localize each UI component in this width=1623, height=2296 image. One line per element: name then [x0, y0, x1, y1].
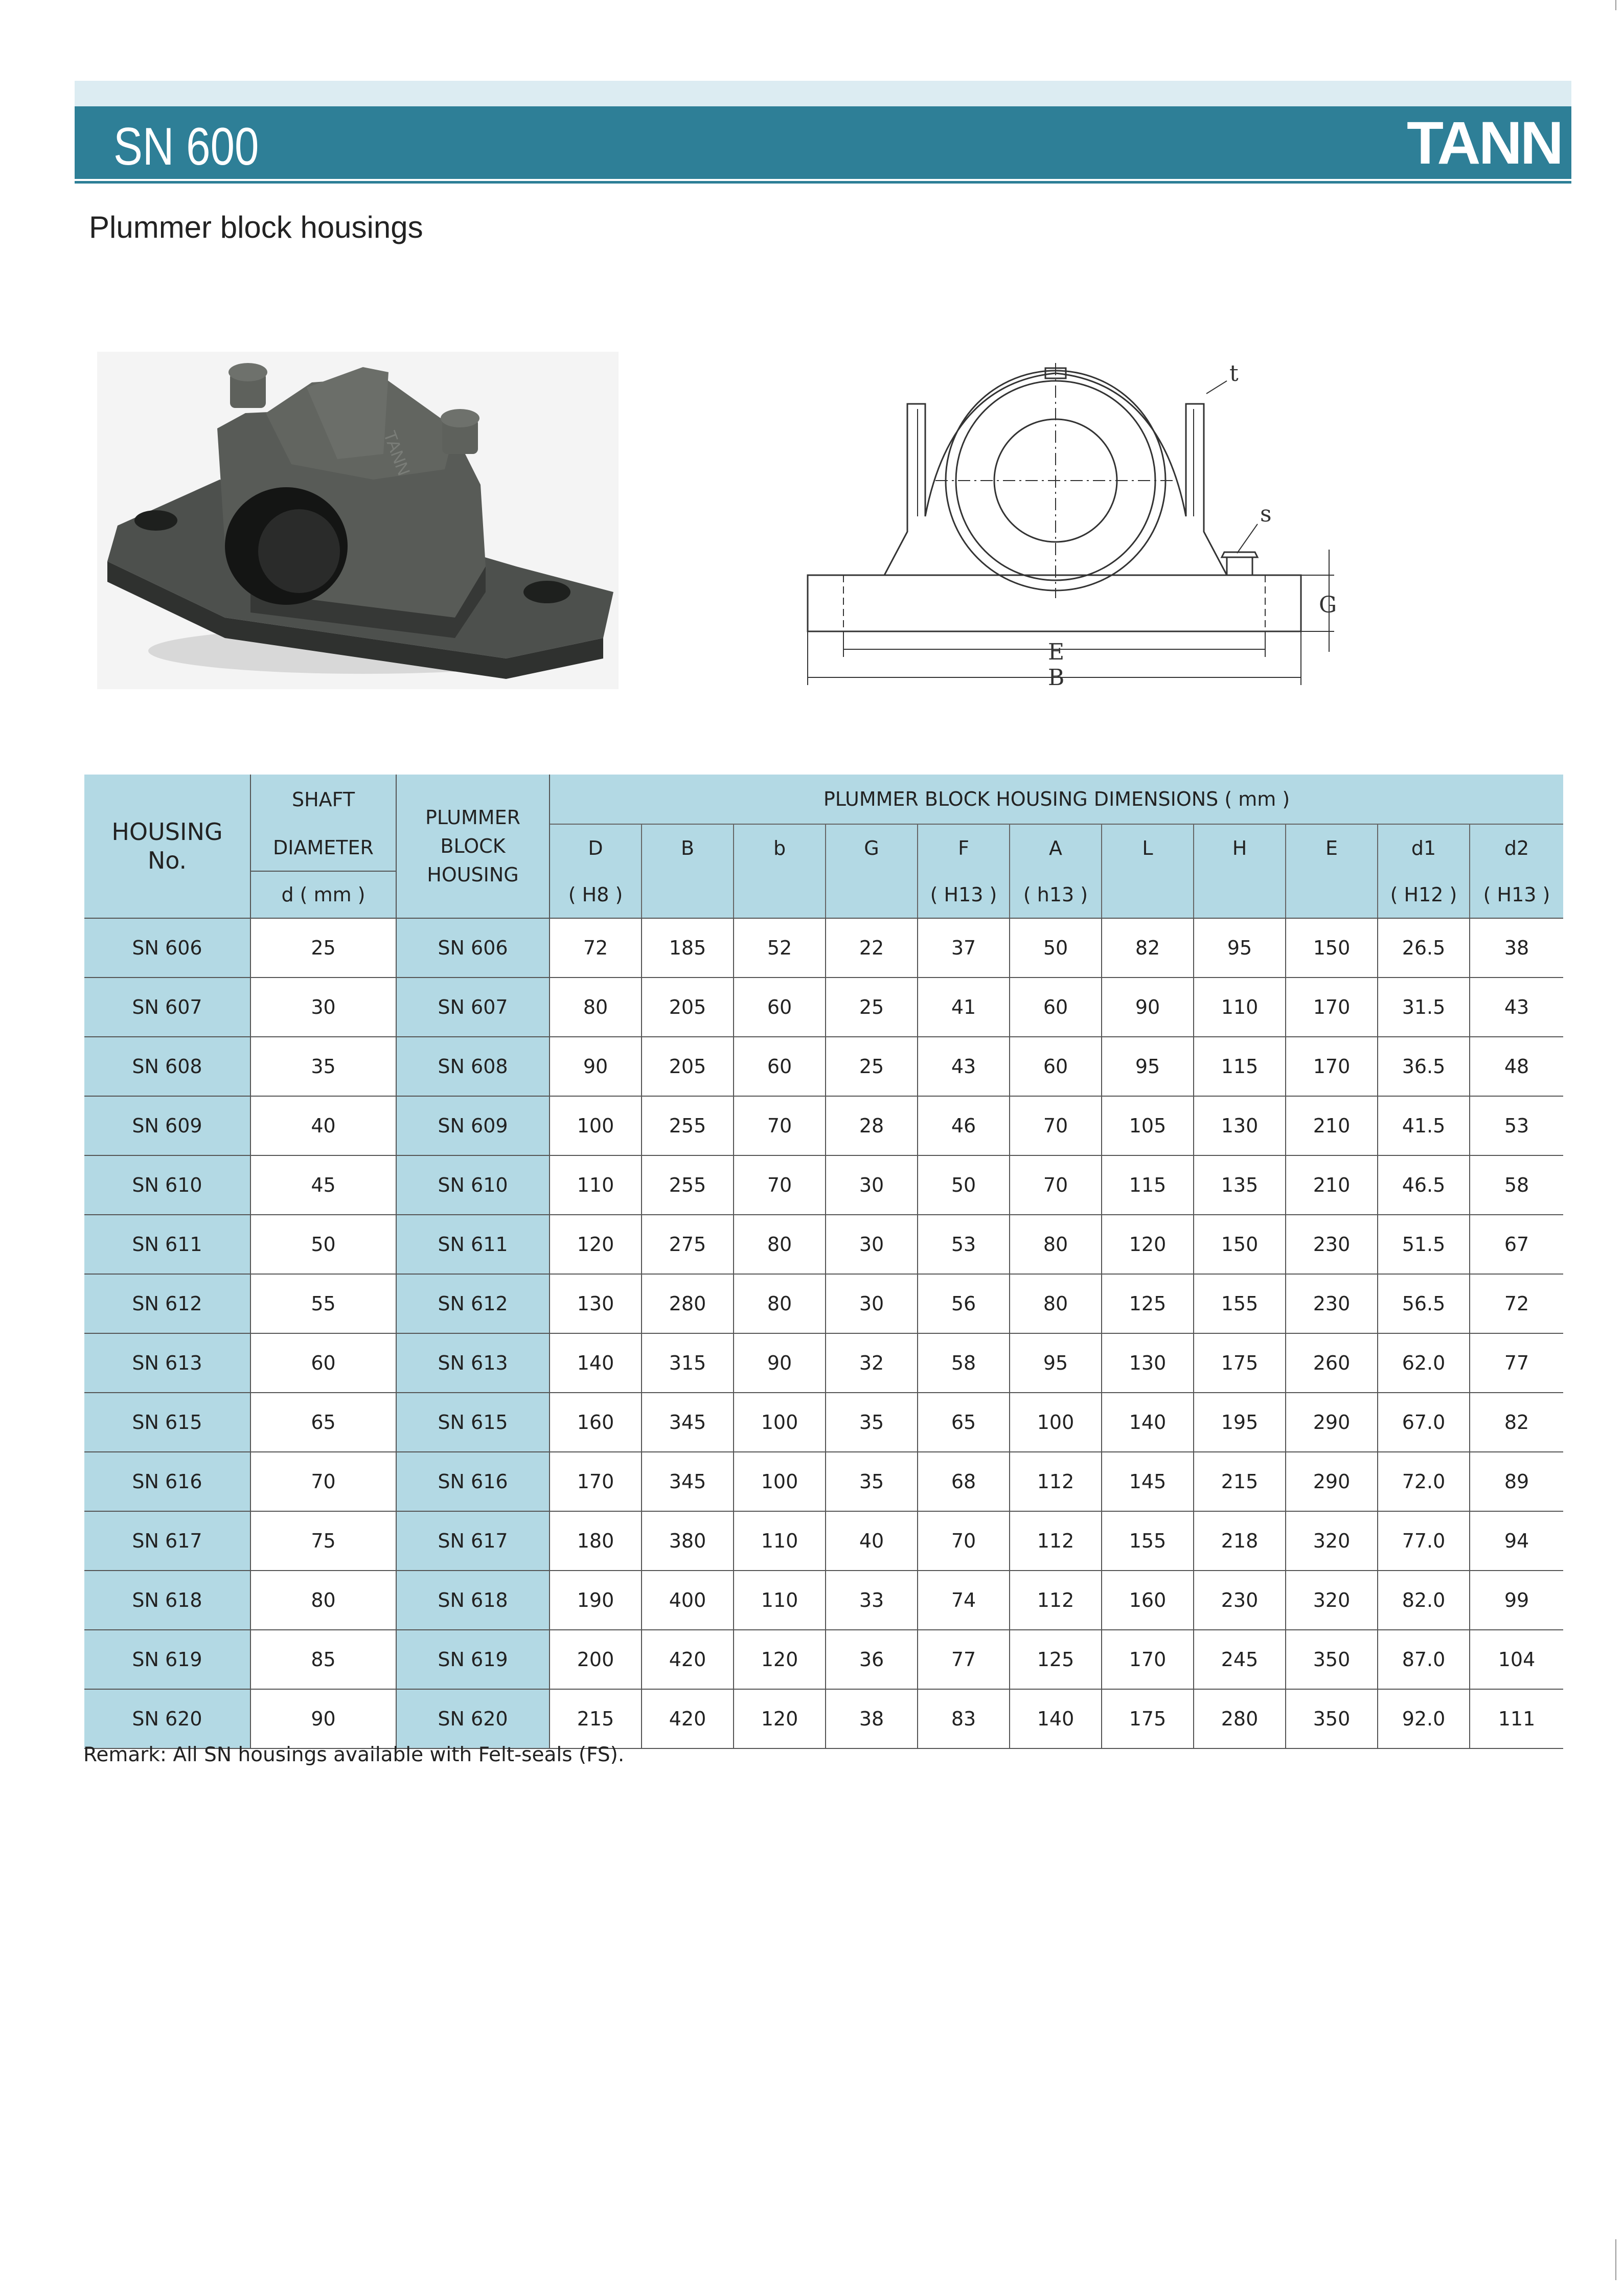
- cell-dimension-D: 140: [550, 1333, 642, 1393]
- cell-dimension-B: 315: [642, 1333, 734, 1393]
- header-housing-no: HOUSING No.: [84, 775, 250, 918]
- cell-housing-no: SN 609: [84, 1096, 250, 1155]
- cell-dimension-E: 230: [1286, 1274, 1378, 1333]
- cell-dimension-B: 420: [642, 1689, 734, 1748]
- cell-dimension-b: 120: [734, 1630, 826, 1689]
- cell-dimension-d1: 46.5: [1378, 1155, 1470, 1215]
- header-tol-E: [1286, 871, 1378, 918]
- table-row: [84, 1155, 1563, 1215]
- cell-plummer-housing: SN 611: [396, 1215, 550, 1274]
- cell-dimension-H: 115: [1194, 1037, 1286, 1096]
- cell-dimension-A: 100: [1010, 1393, 1102, 1452]
- cell-shaft-diameter: 85: [250, 1630, 396, 1689]
- cell-shaft-diameter: 30: [250, 977, 396, 1037]
- header-col-d1: d1: [1378, 824, 1470, 871]
- header-top-band: [75, 81, 1571, 106]
- cell-dimension-A: 95: [1010, 1333, 1102, 1393]
- cell-dimension-G: 35: [826, 1452, 918, 1511]
- cell-shaft-diameter: 90: [250, 1689, 396, 1748]
- cell-dimension-A: 125: [1010, 1630, 1102, 1689]
- cell-dimension-H: 130: [1194, 1096, 1286, 1155]
- cell-dimension-G: 28: [826, 1096, 918, 1155]
- cell-dimension-A: 80: [1010, 1215, 1102, 1274]
- technical-drawing: [797, 353, 1344, 690]
- cell-dimension-b: 60: [734, 1037, 826, 1096]
- table-row: [84, 977, 1563, 1037]
- svg-text:B: B: [1048, 665, 1065, 690]
- table-row: [84, 1096, 1563, 1155]
- cell-plummer-housing: SN 609: [396, 1096, 550, 1155]
- cell-housing-no: SN 616: [84, 1452, 250, 1511]
- cell-dimension-G: 25: [826, 1037, 918, 1096]
- table-row: [84, 1333, 1563, 1393]
- cell-dimension-G: 30: [826, 1155, 918, 1215]
- cell-dimension-F: 53: [918, 1215, 1010, 1274]
- cell-shaft-diameter: 60: [250, 1333, 396, 1393]
- cell-dimension-H: 155: [1194, 1274, 1286, 1333]
- cell-housing-no: SN 618: [84, 1571, 250, 1630]
- cell-dimension-E: 170: [1286, 1037, 1378, 1096]
- cell-dimension-F: 56: [918, 1274, 1010, 1333]
- header-tol-L: [1102, 871, 1194, 918]
- cell-dimension-d1: 36.5: [1378, 1037, 1470, 1096]
- cell-dimension-d2: 111: [1470, 1689, 1563, 1748]
- cell-housing-no: SN 611: [84, 1215, 250, 1274]
- cell-dimension-d1: 31.5: [1378, 977, 1470, 1037]
- cell-dimension-A: 60: [1010, 1037, 1102, 1096]
- table-row: [84, 1215, 1563, 1274]
- cell-dimension-d2: 82: [1470, 1393, 1563, 1452]
- cell-dimension-D: 80: [550, 977, 642, 1037]
- cell-dimension-b: 90: [734, 1333, 826, 1393]
- cell-dimension-H: 110: [1194, 977, 1286, 1037]
- cell-dimension-L: 105: [1102, 1096, 1194, 1155]
- cell-plummer-housing: SN 613: [396, 1333, 550, 1393]
- table-row: [84, 1630, 1563, 1689]
- cell-dimension-G: 32: [826, 1333, 918, 1393]
- cell-dimension-d1: 56.5: [1378, 1274, 1470, 1333]
- cell-dimension-d2: 43: [1470, 977, 1563, 1037]
- cell-dimension-E: 150: [1286, 918, 1378, 977]
- cell-housing-no: SN 607: [84, 977, 250, 1037]
- cell-dimension-L: 82: [1102, 918, 1194, 977]
- cell-dimension-D: 90: [550, 1037, 642, 1096]
- cell-dimension-F: 50: [918, 1155, 1010, 1215]
- header-tol-A: ( h13 ): [1010, 871, 1102, 918]
- cell-dimension-b: 52: [734, 918, 826, 977]
- cell-plummer-housing: SN 610: [396, 1155, 550, 1215]
- cell-dimension-b: 80: [734, 1274, 826, 1333]
- cell-housing-no: SN 615: [84, 1393, 250, 1452]
- cell-housing-no: SN 613: [84, 1333, 250, 1393]
- table-row: [84, 1274, 1563, 1333]
- header-col-F: F: [918, 824, 1010, 871]
- cell-dimension-G: 22: [826, 918, 918, 977]
- cell-dimension-H: 195: [1194, 1393, 1286, 1452]
- header-plummer-block-housing: PLUMMER BLOCK HOUSING: [396, 775, 550, 918]
- cell-dimension-F: 37: [918, 918, 1010, 977]
- cell-dimension-A: 112: [1010, 1452, 1102, 1511]
- header-col-H: H: [1194, 824, 1286, 871]
- header-diameter: DIAMETER: [250, 824, 396, 871]
- cell-dimension-B: 420: [642, 1630, 734, 1689]
- cell-dimension-d2: 77: [1470, 1333, 1563, 1393]
- cell-dimension-A: 80: [1010, 1274, 1102, 1333]
- cell-dimension-H: 175: [1194, 1333, 1286, 1393]
- cell-dimension-H: 280: [1194, 1689, 1286, 1748]
- header-col-B: B: [642, 824, 734, 871]
- cell-shaft-diameter: 45: [250, 1155, 396, 1215]
- header-tol-d2: ( H13 ): [1470, 871, 1563, 918]
- header-col-L: L: [1102, 824, 1194, 871]
- cell-dimension-G: 36: [826, 1630, 918, 1689]
- cell-dimension-d2: 48: [1470, 1037, 1563, 1096]
- brand-logo: TANN: [1407, 109, 1562, 177]
- cell-housing-no: SN 620: [84, 1689, 250, 1748]
- cell-dimension-D: 100: [550, 1096, 642, 1155]
- table-row: [84, 1037, 1563, 1096]
- page-edge-mark-top: [1615, 0, 1616, 10]
- table-row: [84, 918, 1563, 977]
- cell-dimension-d1: 82.0: [1378, 1571, 1470, 1630]
- cell-dimension-H: 150: [1194, 1215, 1286, 1274]
- svg-text:t: t: [1229, 360, 1239, 387]
- cell-dimension-d2: 99: [1470, 1571, 1563, 1630]
- cell-dimension-D: 180: [550, 1511, 642, 1571]
- header-col-b: b: [734, 824, 826, 871]
- cell-dimension-d1: 72.0: [1378, 1452, 1470, 1511]
- cell-dimension-b: 100: [734, 1393, 826, 1452]
- cell-shaft-diameter: 65: [250, 1393, 396, 1452]
- cell-dimension-d1: 41.5: [1378, 1096, 1470, 1155]
- cell-plummer-housing: SN 612: [396, 1274, 550, 1333]
- cell-dimension-L: 170: [1102, 1630, 1194, 1689]
- cell-dimension-E: 350: [1286, 1689, 1378, 1748]
- cell-dimension-A: 112: [1010, 1511, 1102, 1571]
- cell-dimension-b: 110: [734, 1571, 826, 1630]
- cell-dimension-D: 72: [550, 918, 642, 977]
- cell-shaft-diameter: 80: [250, 1571, 396, 1630]
- cell-plummer-housing: SN 608: [396, 1037, 550, 1096]
- cell-dimension-B: 345: [642, 1393, 734, 1452]
- cell-dimension-F: 43: [918, 1037, 1010, 1096]
- cell-dimension-L: 175: [1102, 1689, 1194, 1748]
- table-row: [84, 1511, 1563, 1571]
- cell-dimension-F: 70: [918, 1511, 1010, 1571]
- cell-shaft-diameter: 55: [250, 1274, 396, 1333]
- cell-dimension-F: 77: [918, 1630, 1010, 1689]
- cell-dimension-A: 70: [1010, 1096, 1102, 1155]
- cell-plummer-housing: SN 616: [396, 1452, 550, 1511]
- cell-dimension-b: 70: [734, 1155, 826, 1215]
- cell-dimension-d1: 62.0: [1378, 1333, 1470, 1393]
- cell-dimension-L: 90: [1102, 977, 1194, 1037]
- cell-housing-no: SN 612: [84, 1274, 250, 1333]
- cell-dimension-E: 320: [1286, 1511, 1378, 1571]
- cell-plummer-housing: SN 615: [396, 1393, 550, 1452]
- cell-plummer-housing: SN 618: [396, 1571, 550, 1630]
- header-tol-H: [1194, 871, 1286, 918]
- cell-dimension-D: 160: [550, 1393, 642, 1452]
- cell-dimension-d2: 38: [1470, 918, 1563, 977]
- cell-dimension-B: 205: [642, 1037, 734, 1096]
- cell-dimension-b: 120: [734, 1689, 826, 1748]
- cell-dimension-B: 400: [642, 1571, 734, 1630]
- cell-dimension-d1: 92.0: [1378, 1689, 1470, 1748]
- cell-dimension-D: 110: [550, 1155, 642, 1215]
- header-col-d2: d2: [1470, 824, 1563, 871]
- header-tol-b: [734, 871, 826, 918]
- cell-dimension-L: 145: [1102, 1452, 1194, 1511]
- cell-dimension-d2: 53: [1470, 1096, 1563, 1155]
- cell-plummer-housing: SN 620: [396, 1689, 550, 1748]
- header-tol-F: ( H13 ): [918, 871, 1010, 918]
- cell-dimension-L: 130: [1102, 1333, 1194, 1393]
- cell-dimension-H: 218: [1194, 1511, 1286, 1571]
- cell-dimension-E: 290: [1286, 1393, 1378, 1452]
- header-bar: [75, 106, 1571, 179]
- cell-dimension-H: 230: [1194, 1571, 1286, 1630]
- cell-dimension-H: 135: [1194, 1155, 1286, 1215]
- cell-dimension-d2: 58: [1470, 1155, 1563, 1215]
- cell-housing-no: SN 606: [84, 918, 250, 977]
- cell-dimension-b: 70: [734, 1096, 826, 1155]
- cell-dimension-d2: 104: [1470, 1630, 1563, 1689]
- header-col-A: A: [1010, 824, 1102, 871]
- cell-dimension-G: 25: [826, 977, 918, 1037]
- cell-dimension-E: 170: [1286, 977, 1378, 1037]
- cell-dimension-G: 33: [826, 1571, 918, 1630]
- cell-dimension-F: 65: [918, 1393, 1010, 1452]
- cell-shaft-diameter: 25: [250, 918, 396, 977]
- cell-dimension-H: 215: [1194, 1452, 1286, 1511]
- header-d-mm: d ( mm ): [250, 871, 396, 918]
- svg-text:TANN: TANN: [379, 428, 414, 479]
- cell-dimension-d1: 51.5: [1378, 1215, 1470, 1274]
- cell-dimension-L: 140: [1102, 1393, 1194, 1452]
- svg-text:E: E: [1048, 639, 1065, 665]
- cell-dimension-d1: 26.5: [1378, 918, 1470, 977]
- header-tol-G: [826, 871, 918, 918]
- cell-dimension-B: 205: [642, 977, 734, 1037]
- cell-dimension-F: 83: [918, 1689, 1010, 1748]
- header-shaft: SHAFT: [250, 775, 396, 824]
- cell-dimension-B: 255: [642, 1155, 734, 1215]
- cell-dimension-H: 245: [1194, 1630, 1286, 1689]
- page-subtitle: Plummer block housings: [89, 210, 423, 244]
- header-col-E: E: [1286, 824, 1378, 871]
- cell-dimension-d2: 67: [1470, 1215, 1563, 1274]
- header-col-G: G: [826, 824, 918, 871]
- cell-dimension-E: 290: [1286, 1452, 1378, 1511]
- dimensions-table: [84, 775, 1563, 1749]
- cell-dimension-A: 112: [1010, 1571, 1102, 1630]
- cell-dimension-D: 170: [550, 1452, 642, 1511]
- cell-dimension-E: 260: [1286, 1333, 1378, 1393]
- cell-dimension-G: 38: [826, 1689, 918, 1748]
- cell-dimension-H: 95: [1194, 918, 1286, 977]
- cell-dimension-G: 30: [826, 1274, 918, 1333]
- cell-dimension-D: 200: [550, 1630, 642, 1689]
- table-row: [84, 1571, 1563, 1630]
- cell-dimension-L: 155: [1102, 1511, 1194, 1571]
- header-tol-d1: ( H12 ): [1378, 871, 1470, 918]
- cell-dimension-B: 185: [642, 918, 734, 977]
- header-tol-B: [642, 871, 734, 918]
- cell-plummer-housing: SN 607: [396, 977, 550, 1037]
- cell-dimension-F: 74: [918, 1571, 1010, 1630]
- cell-shaft-diameter: 35: [250, 1037, 396, 1096]
- cell-plummer-housing: SN 619: [396, 1630, 550, 1689]
- cell-dimension-b: 60: [734, 977, 826, 1037]
- cell-dimension-A: 140: [1010, 1689, 1102, 1748]
- cell-shaft-diameter: 75: [250, 1511, 396, 1571]
- cell-dimension-A: 60: [1010, 977, 1102, 1037]
- cell-housing-no: SN 617: [84, 1511, 250, 1571]
- cell-dimension-b: 100: [734, 1452, 826, 1511]
- cell-shaft-diameter: 40: [250, 1096, 396, 1155]
- cell-dimension-D: 120: [550, 1215, 642, 1274]
- cell-dimension-F: 68: [918, 1452, 1010, 1511]
- cell-dimension-F: 58: [918, 1333, 1010, 1393]
- cell-dimension-E: 210: [1286, 1155, 1378, 1215]
- cell-plummer-housing: SN 606: [396, 918, 550, 977]
- cell-dimension-d1: 77.0: [1378, 1511, 1470, 1571]
- cell-shaft-diameter: 70: [250, 1452, 396, 1511]
- cell-dimension-d1: 87.0: [1378, 1630, 1470, 1689]
- svg-text:s: s: [1260, 501, 1272, 527]
- table-row: [84, 1452, 1563, 1511]
- cell-dimension-E: 230: [1286, 1215, 1378, 1274]
- svg-text:G: G: [1319, 592, 1337, 618]
- cell-dimension-d2: 89: [1470, 1452, 1563, 1511]
- cell-dimension-E: 350: [1286, 1630, 1378, 1689]
- table-row: [84, 1689, 1563, 1748]
- cell-dimension-B: 275: [642, 1215, 734, 1274]
- cell-dimension-D: 130: [550, 1274, 642, 1333]
- cell-housing-no: SN 610: [84, 1155, 250, 1215]
- cell-shaft-diameter: 50: [250, 1215, 396, 1274]
- page-title: SN 600: [113, 117, 259, 176]
- cell-dimension-d2: 72: [1470, 1274, 1563, 1333]
- cell-dimension-A: 70: [1010, 1155, 1102, 1215]
- cell-dimension-B: 380: [642, 1511, 734, 1571]
- cell-dimension-D: 190: [550, 1571, 642, 1630]
- cell-plummer-housing: SN 617: [396, 1511, 550, 1571]
- cell-housing-no: SN 608: [84, 1037, 250, 1096]
- cell-dimension-L: 115: [1102, 1155, 1194, 1215]
- header-dimensions-title: PLUMMER BLOCK HOUSING DIMENSIONS ( mm ): [550, 775, 1563, 824]
- cell-dimension-B: 280: [642, 1274, 734, 1333]
- cell-dimension-E: 210: [1286, 1096, 1378, 1155]
- cell-dimension-F: 46: [918, 1096, 1010, 1155]
- cell-dimension-B: 345: [642, 1452, 734, 1511]
- cell-dimension-b: 110: [734, 1511, 826, 1571]
- cell-dimension-G: 40: [826, 1511, 918, 1571]
- cell-dimension-F: 41: [918, 977, 1010, 1037]
- cell-dimension-L: 95: [1102, 1037, 1194, 1096]
- remark-note: Remark: All SN housings available with Felt-seals (FS).: [83, 1743, 625, 1766]
- cell-housing-no: SN 619: [84, 1630, 250, 1689]
- cell-dimension-B: 255: [642, 1096, 734, 1155]
- cell-dimension-A: 50: [1010, 918, 1102, 977]
- product-photo: [97, 352, 619, 689]
- header-tol-D: ( H8 ): [550, 871, 642, 918]
- table-row: [84, 1393, 1563, 1452]
- cell-dimension-L: 125: [1102, 1274, 1194, 1333]
- cell-dimension-d1: 67.0: [1378, 1393, 1470, 1452]
- cell-dimension-b: 80: [734, 1215, 826, 1274]
- cell-dimension-G: 35: [826, 1393, 918, 1452]
- cell-dimension-E: 320: [1286, 1571, 1378, 1630]
- cell-dimension-d2: 94: [1470, 1511, 1563, 1571]
- header-col-D: D: [550, 824, 642, 871]
- page-edge-mark: [1615, 2239, 1616, 2280]
- cell-dimension-L: 120: [1102, 1215, 1194, 1274]
- cell-dimension-L: 160: [1102, 1571, 1194, 1630]
- header-underline: [75, 181, 1571, 184]
- cell-dimension-G: 30: [826, 1215, 918, 1274]
- cell-dimension-D: 215: [550, 1689, 642, 1748]
